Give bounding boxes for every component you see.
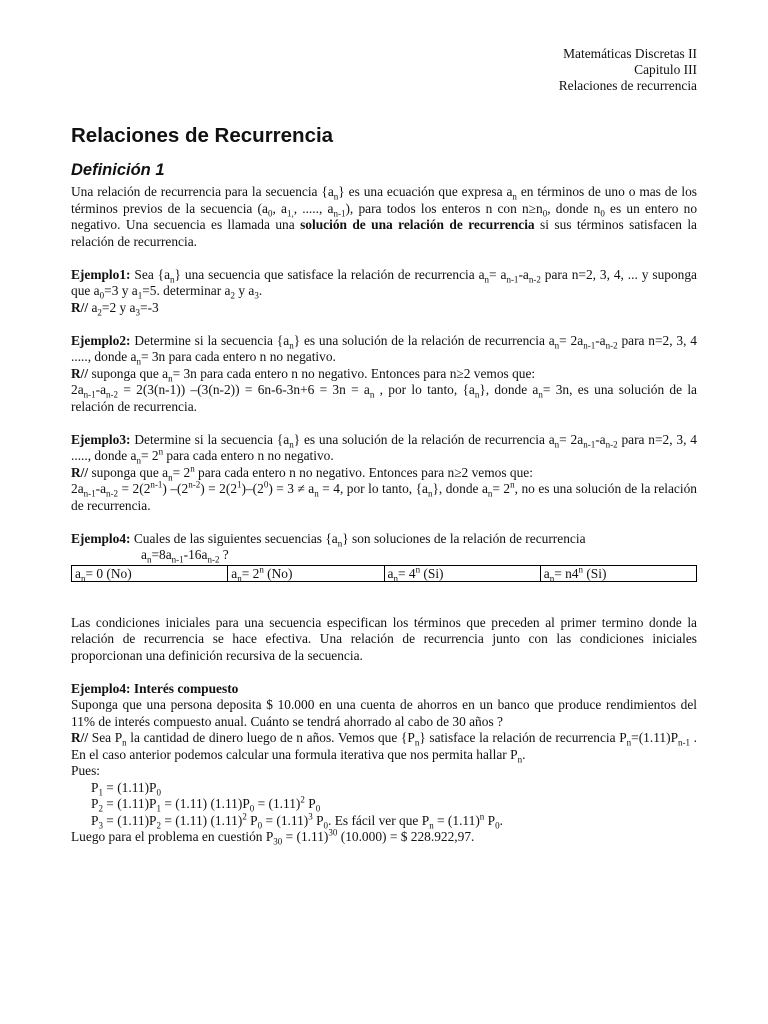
example-5-heading: Ejemplo4: Interés compuesto [71, 680, 239, 696]
example-5-line-3: $P_3 = (1.11)P_2 = (1.11)$ $(1.11)^2$ $P_0 = (1.11)^3$ $P_0$. Es fácil ver que $P_n = (1.11)^n$ $P_0$. [91, 811, 503, 831]
table-cell: $a_n= n4^n$ (Si) [540, 565, 696, 581]
example-3-derivation: $2a_{n-1}-a_{n-2} = 2(2^{n-1}) -(2^{n-2}) = 2(2^1)-(2^0) = 3 \ne a_n = 4$, por lo tanto, $\{a_n\}$, donde $a_n= 2^n$, no es una solución de la relación de recurrencia. [71, 479, 697, 513]
example-4-statement: Ejemplo4: Cuales de las siguientes secuencias $\{a_n\}$ son soluciones de la relación de recurrencia [71, 530, 586, 549]
example-5-pues: Pues: [71, 763, 101, 778]
example-5 [71, 681, 697, 846]
page-title: Relaciones de Recurrencia [71, 124, 334, 147]
table-cell: $a_n= 0$ (No) [72, 565, 228, 581]
header-course: Matemáticas Discretas II [563, 46, 697, 61]
example-3-answer: R// suponga que $a_n= 2^n$ para cada entero n no negativo. Entonces para n≥2 vemos que: [71, 463, 533, 483]
table-cell: $a_n= 2^n$ (No) [228, 565, 384, 581]
table-cell: $a_n= 4^n$ (Si) [384, 565, 540, 581]
example-5-line-1: $P_1 = (1.11)P_0$ [91, 779, 162, 798]
definition-heading: Definición 1 [71, 161, 165, 179]
example-1-statement: Ejemplo1: Sea $\{a_n\}$ una secuencia que satisface la relación de recurrencia $a_n= a_{n-1}-a_{n-2}$ para n=2, 3, 4, ... y suponga que $a_0=3$ y $a_1=5$. determinar $a_2$ y $a_3$. [71, 266, 697, 301]
initial-conditions-paragraph: Las condiciones iniciales para una secuencia especifican los términos que preceden al primer termino donde la relación de recurrencia se hace efectiva. Una relación de recurrencia junto con las condiciones iniciales proporcionan una definición recursiva de la secuencia. [71, 614, 697, 663]
example-2-statement: Ejemplo2: Determine si la secuencia $\{a_n\}$ es una solución de la relación de recurrencia $a_n= 2a_{n-1}-a_{n-2}$ para n=2, 3, 4 ....., donde $a_n= 3n$ para cada entero n no negativo. [71, 332, 697, 367]
example-3 [71, 432, 697, 515]
example-5-answer: R// Sea $P_n$ la cantidad de dinero luego de n años. Vemos que $\{P_n\}$ satisface la relación de recurrencia $P_n=(1.11)P_{n-1}$ . En el caso anterior podemos calcular una formula iterativa que nos permita hallar $P_n$. [71, 730, 698, 765]
example-1-answer: R// $a_2=2$ y $a_3=-3$ [71, 299, 159, 318]
document-content [71, 124, 697, 846]
definition-bold-term: solución de una relación de recurrencia [300, 217, 535, 232]
example-1 [71, 267, 697, 317]
example-2 [71, 333, 697, 416]
page-header [559, 46, 697, 94]
header-topic: Relaciones de recurrencia [558, 78, 697, 93]
example-5-final: Luego para el problema en cuestión $P_{30} = (1.11)^{30}$ (10.000) = $ 228.922,97. [71, 827, 475, 847]
example-4-table [71, 565, 697, 582]
definition-paragraph: Una relación de recurrencia para la secuencia $\{a_n\}$ es una ecuación que expresa $a_n$ en términos de uno o mas de los términos previos de la secuencia ($a_0$, $a_{1,}$, ....., $a_{n-1}$), para todos los enteros n con $n\ge n_0$, donde $n_0$ es un entero no negativo. Una secuencia es llamada una solución de una relación de recurrencia si sus términos satisfacen la relación de recurrencia. [71, 184, 698, 249]
example-2-derivation: $2a_{n-1}-a_{n-2} = 2(3(n-1)) -(3(n-2)) = 6n-6-3n+6 = 3n = a_n$ , por lo tanto, $\{a_n\}$, donde $a_n= 3n$, es una solución de la relación de recurrencia. [71, 382, 697, 414]
example-5-line-2: $P_2 = (1.11)P_1 = (1.11) (1.11)P_0 = (1.11)^2$ $P_0$ [91, 794, 321, 814]
table-row [72, 565, 697, 581]
example-4-equation: $a_n=8a_{n-1}-16a_{n-2}$ ? [141, 547, 229, 565]
example-4 [71, 531, 697, 582]
example-5-statement: Suponga que una persona deposita $ 10.000 en una cuenta de ahorros en un banco que produce rendimientos del 11% de interés compuesto anual. Cuánto se tendrá ahorrado al cabo de 30 años ? [71, 697, 697, 729]
example-3-statement: Ejemplo3: Determine si la secuencia $\{a_n\}$ es una solución de la relación de recurrencia $a_n= 2a_{n-1}-a_{n-2}$ para n=2, 3, 4 ....., donde $a_n= 2^n$ para cada entero n no negativo. [71, 431, 697, 466]
header-chapter: Capitulo III [634, 62, 697, 77]
example-2-answer: R// suponga que $a_n= 3n$ para cada entero n no negativo. Entonces para n≥2 vemos que: [71, 365, 536, 384]
